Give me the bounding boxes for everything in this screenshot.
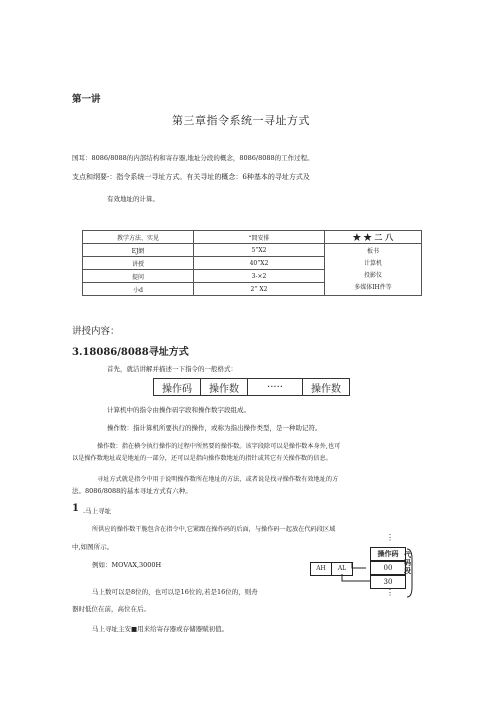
table-cell: EJ網 (83, 244, 194, 257)
memory-dots-top: ⋮ (386, 533, 394, 542)
memory-cell-30: 30 (370, 575, 406, 589)
memory-cell-00: 00 (370, 561, 406, 575)
key-points-line1: 支点和纲要-：指令系统一寻址方式。有关寻址的概念：6种基本的寻址方式及 (72, 173, 310, 181)
table-cell: 小d (83, 283, 194, 296)
item-1-title: .马上寻址 (83, 507, 112, 515)
paragraph-2: 操作数：指计算机所要执行的操作，或称为指出操作类型，是一种助记符。 (107, 424, 322, 432)
table-header-cell: ★ ★ 二 八 (325, 231, 422, 244)
table-header-cell: 教学方法、实见 (83, 231, 194, 244)
content-heading: 讲授内容： (72, 326, 120, 337)
table-row (154, 379, 350, 396)
table-row (83, 244, 422, 257)
key-points-line2: 有效地址的计算。 (107, 195, 159, 203)
table-cell: 2” X2 (194, 283, 325, 296)
item-1-line1: 所供应的操作数干脆包含在指令中,它紧跟在操作码的后面，与操作码一起放在代码段区域 (92, 526, 336, 533)
aid-item: 投影仪 (363, 271, 382, 279)
table-header-cell: “間安排 (194, 231, 325, 244)
code-segment-label: 代码段 (404, 550, 411, 575)
paragraph-3-line1: 操作数：指在横令执行操作的过程中所然要的操作数。该字段除可以是操作数本身外,也可 (97, 443, 341, 450)
item-1-number: 1 (72, 503, 79, 514)
paragraph-4-line1: 寻址方式就是指令中用于说明操作数所在地址的方法，或者说是找寻操作数有效地址的方 (97, 476, 339, 483)
intro-text: 首先，就洁讲解并描述一下指令的一般格式： (107, 365, 237, 373)
item-1-line2: 中,如图所示。 (72, 543, 114, 551)
instruction-format-table (153, 378, 350, 396)
immediate-addressing-diagram (308, 535, 418, 615)
teaching-plan-table (82, 230, 422, 296)
table-cell: 3-×2 (194, 270, 325, 283)
paragraph-4-line2: 法。8086/8088的基本寻址方式有六种。 (72, 487, 192, 495)
paragraph-1: 计算机中的指令由操作码字段和操作数字段组成。 (107, 406, 250, 414)
objective-text: 国耳：8086/8088的内部结构和寄存器,地址分段的概念，8086/8088的工作过程。 (72, 154, 314, 162)
lecture-heading: 第一讲 (72, 94, 101, 105)
register-al: AL (331, 562, 353, 576)
arrow-icon (308, 535, 418, 615)
table-cell: 讲授 (83, 257, 194, 270)
paragraph-3-line2: 以是操作数地址或是地址的一部分，还可以是指向操作数地址的指针或其它有关操作数的信息。 (72, 455, 332, 462)
example-text: 例如：MOVAX,3000H (92, 561, 162, 569)
item-1-line3: 马上数可以是8位的，也可以是16位的,若是16位的，则舟 (92, 588, 258, 596)
opcode-label: 操作码 (377, 549, 399, 558)
item-1-line4: 器时低位在前，高位在后。 (72, 605, 150, 613)
format-cell-ellipsis: ····· (248, 379, 303, 396)
format-cell-opcode: 操作码 (154, 379, 201, 396)
table-row (83, 231, 422, 244)
table-cell: 提问 (83, 270, 194, 283)
chapter-title: 第三章指令系统一寻址方式 (172, 114, 310, 127)
memory-dots-bottom: ⋮ (386, 588, 394, 597)
aid-item: 多媒体IH件等 (354, 283, 392, 291)
aid-item: 板书 (366, 247, 379, 255)
item-1-line5: 马上寻址主安■用来给寄存器或存储器赋初值。 (92, 625, 229, 633)
format-cell-operand: 操作数 (303, 379, 350, 396)
section-heading: 3.18086/8088寻址方式 (72, 347, 189, 358)
register-ah: AH (310, 562, 332, 576)
aid-item: 计算机 (363, 259, 382, 267)
teaching-aids-cell (325, 244, 422, 296)
table-cell: 40”X2 (194, 257, 325, 270)
format-cell-operand: 操作数 (201, 379, 248, 396)
table-cell: 5”X2 (194, 244, 325, 257)
